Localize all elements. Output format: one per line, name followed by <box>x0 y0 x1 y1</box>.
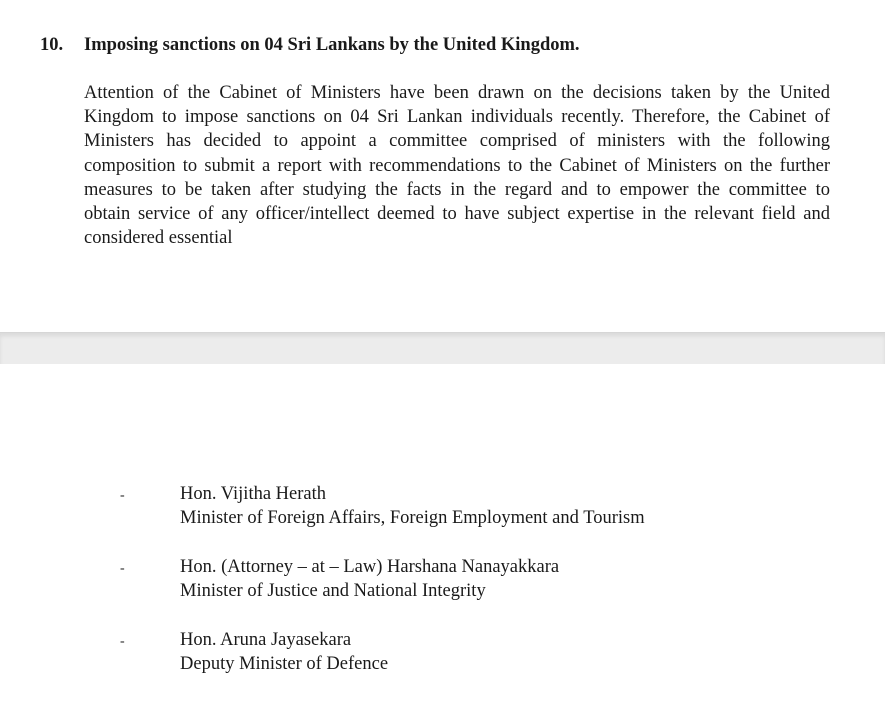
member-name: Hon. (Attorney – at – Law) Harshana Nanayakkara <box>180 557 560 577</box>
list-bullet: - <box>120 634 125 649</box>
list-bullet: - <box>120 561 125 576</box>
member-name: Hon. Vijitha Herath <box>180 484 327 504</box>
paragraph-line: Attention of the Cabinet of Ministers have been drawn on the decisions taken by the United <box>84 83 830 103</box>
member-name: Hon. Aruna Jayasekara <box>180 630 352 650</box>
paragraph-line: measures to be taken after studying the facts in the regard and to empower the committee to <box>84 179 830 200</box>
paragraph-line: Kingdom to impose sanctions on 04 Sri Lankan individuals recently. Therefore, the Cabinet of <box>84 107 830 128</box>
section-heading <box>40 34 580 56</box>
paragraph-line: composition to submit a report with recommendations to the Cabinet of Ministers on the further <box>84 155 830 176</box>
paragraph-line: considered essential <box>84 228 233 249</box>
member-title: Minister of Foreign Affairs, Foreign Employment and Tourism <box>180 508 645 528</box>
member-title: Minister of Justice and National Integrity <box>180 581 486 601</box>
document-page-2 <box>0 364 885 707</box>
decision-paragraph <box>84 81 830 250</box>
section-title: Imposing sanctions on 04 Sri Lankans by the United Kingdom. <box>84 35 580 55</box>
page-separator <box>0 332 885 365</box>
document-page-1 <box>0 0 885 332</box>
member-title: Deputy Minister of Defence <box>180 654 389 674</box>
paragraph-line: Ministers has decided to appoint a committee comprised of ministers with the following <box>84 131 830 152</box>
paragraph-line: obtain service of any officer/intellect deemed to have subject expertise in the relevant field and <box>84 204 830 225</box>
list-bullet: - <box>120 488 125 503</box>
section-number: 10. <box>40 35 64 55</box>
